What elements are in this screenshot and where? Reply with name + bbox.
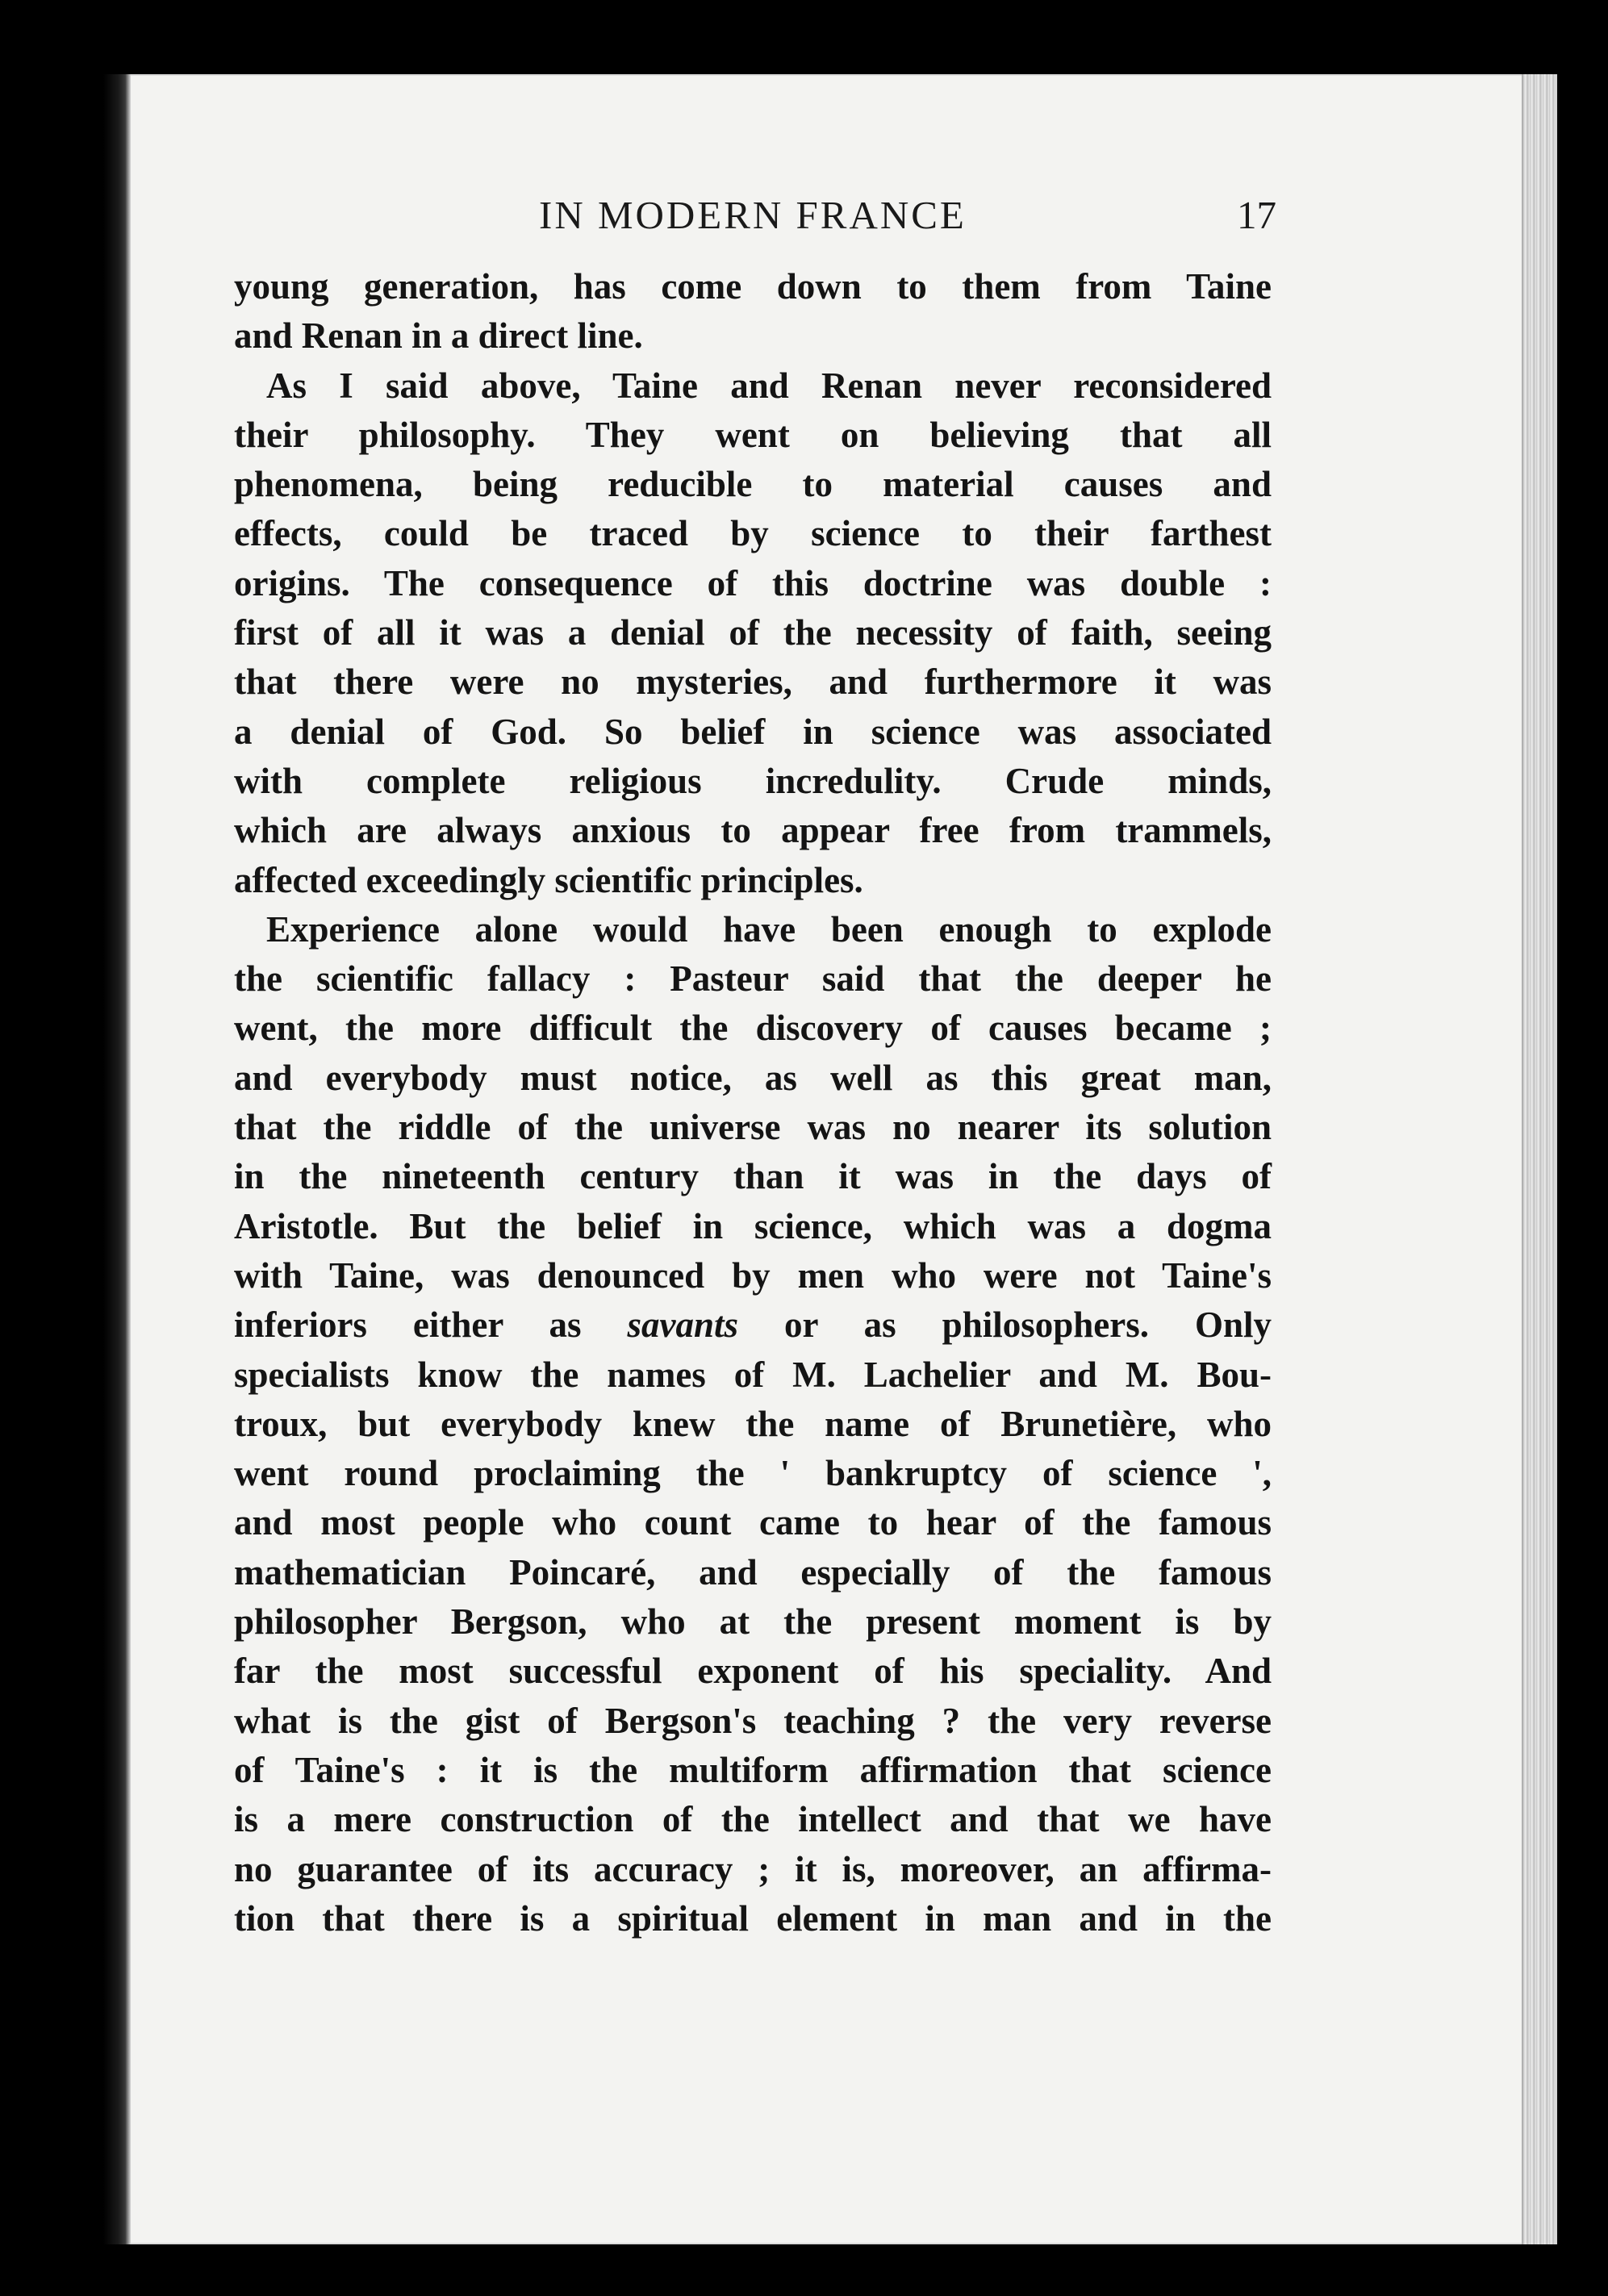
text-line: origins. The consequence of this doctrine was double : xyxy=(234,562,1272,603)
text-line: with Taine, was denounced by men who were not Taine's xyxy=(234,1254,1272,1296)
text-line: and most people who count came to hear of the famous xyxy=(234,1502,1272,1543)
text-line: far the most successful exponent of his speciality. And xyxy=(234,1651,1272,1692)
page-header xyxy=(255,192,1276,248)
text-line: philosopher Bergson, who at the present moment is by xyxy=(234,1601,1272,1643)
text-line: troux, but everybody knew the name of Brunetière, who xyxy=(234,1403,1272,1444)
text-line: went round proclaiming the ' bankruptcy of science ', xyxy=(234,1453,1272,1494)
italic-word: savants xyxy=(627,1305,739,1346)
text-line-with-italic xyxy=(234,1300,1272,1350)
text-line: specialists know the names of M. Lachelier and M. Bou- xyxy=(234,1354,1272,1395)
body-text xyxy=(234,262,1272,1943)
text-line: which are always anxious to appear free from trammels, xyxy=(234,810,1272,851)
text-line: the scientific fallacy : Pasteur said that the deeper he xyxy=(234,958,1272,1000)
text-line: is a mere construction of the intellect and that we have xyxy=(234,1799,1272,1840)
text-line: of Taine's : it is the multiform affirmation that science xyxy=(234,1749,1272,1790)
text-line: in the nineteenth century than it was in the days of xyxy=(234,1156,1272,1197)
text-line: first of all it was a denial of the necessity of faith, seeing xyxy=(234,612,1272,653)
text-segment: inferiors either as xyxy=(234,1305,582,1346)
text-segment: or as philosophers. Only xyxy=(784,1305,1272,1346)
text-line: mathematician Poincaré, and especially of the famous xyxy=(234,1551,1272,1593)
text-line: and Renan in a direct line. xyxy=(234,315,643,357)
text-line: tion that there is a spiritual element in man and in the xyxy=(234,1897,1272,1939)
running-head: IN MODERN FRANCE xyxy=(539,193,967,237)
text-line: young generation, has come down to them from Taine xyxy=(234,266,1272,307)
text-line: phenomena, being reducible to material causes and xyxy=(234,464,1272,505)
text-line: a denial of God. So belief in science was associated xyxy=(234,711,1272,752)
text-line: that there were no mysteries, and furthermore it was xyxy=(234,662,1272,703)
text-line: affected exceedingly scientific principles. xyxy=(234,859,863,900)
text-line: Experience alone would have been enough to explode xyxy=(266,908,1272,950)
text-line: As I said above, Taine and Renan never reconsidered xyxy=(266,365,1272,406)
text-line: what is the gist of Bergson's teaching ? the very reverse xyxy=(234,1700,1272,1741)
text-line: that the riddle of the universe was no nearer its solution xyxy=(234,1107,1272,1148)
page-gutter-shadow xyxy=(103,74,131,2244)
text-line: went, the more difficult the discovery of causes became ; xyxy=(234,1008,1272,1049)
page-number: 17 xyxy=(1237,193,1276,237)
text-line: Aristotle. But the belief in science, which was a dogma xyxy=(234,1205,1272,1246)
page-edges xyxy=(1522,74,1557,2244)
text-line: no guarantee of its accuracy ; it is, moreover, an affirma- xyxy=(234,1848,1272,1889)
text-line: effects, could be traced by science to their farthest xyxy=(234,513,1272,554)
text-line: and everybody must notice, as well as this great man, xyxy=(234,1057,1272,1098)
text-line: their philosophy. They went on believing that all xyxy=(234,414,1272,455)
text-line: with complete religious incredulity. Crude minds, xyxy=(234,760,1272,801)
